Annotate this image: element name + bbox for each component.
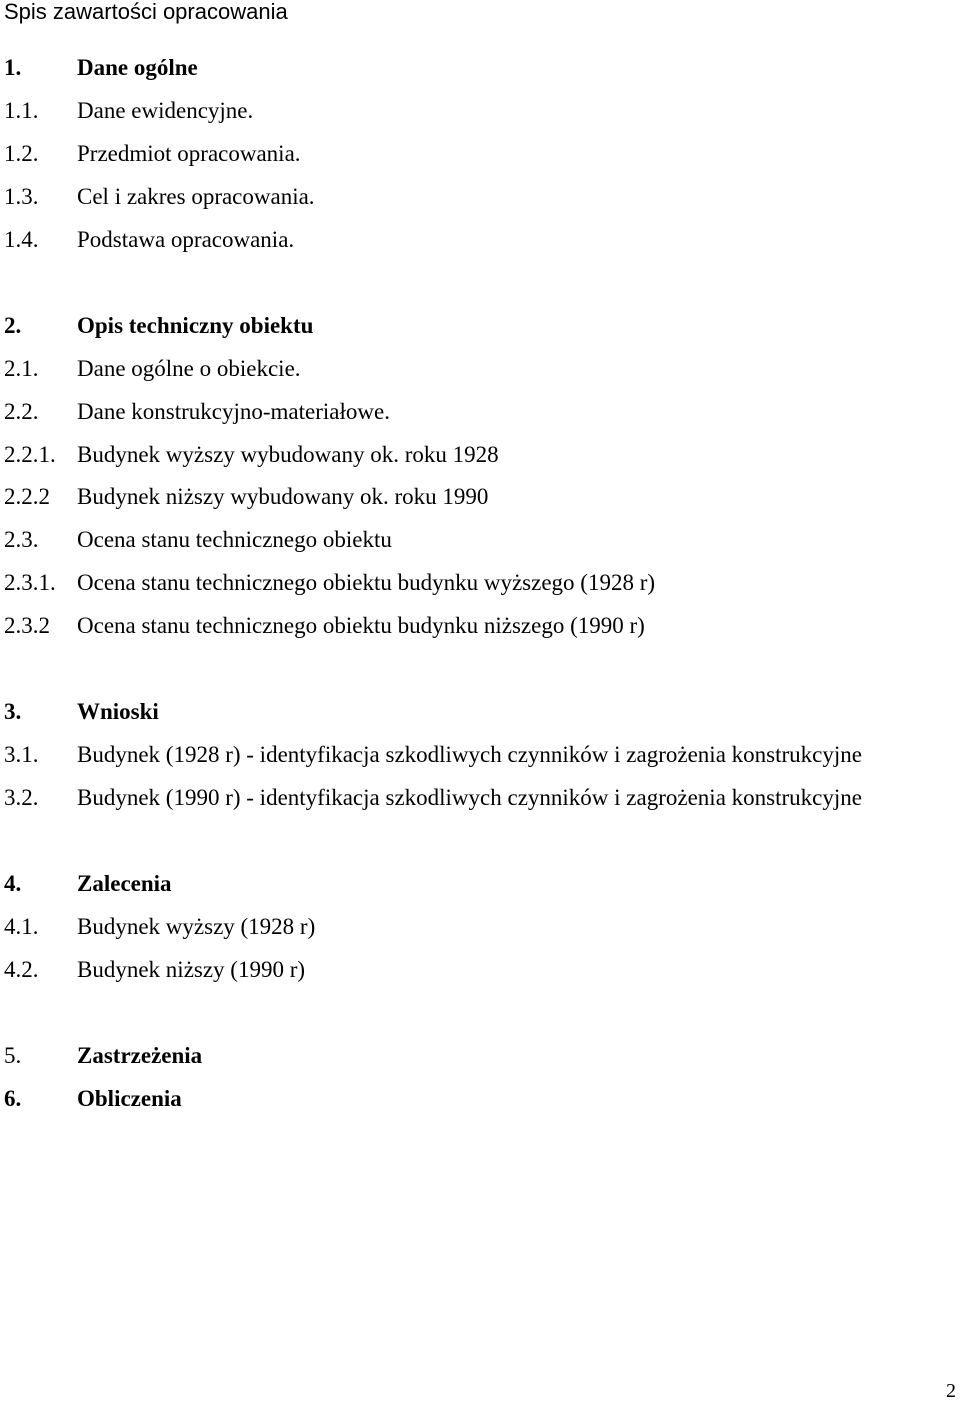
toc-number: 2.3.2: [4, 613, 50, 638]
toc-number: 4.1.: [4, 914, 39, 939]
toc-title: Dane ogólne: [77, 55, 198, 80]
toc-number: 2.3.1.: [4, 570, 56, 595]
toc-number: 2.: [4, 313, 22, 338]
toc-number: 6.: [4, 1086, 22, 1111]
toc-title: Dane ewidencyjne.: [77, 98, 254, 123]
toc-number: 1.1.: [4, 98, 39, 123]
toc-number: 1.: [4, 55, 22, 80]
page-number: 2: [946, 1380, 956, 1402]
toc-title: Budynek (1990 r) - identyfikacja szkodliwych czynników i zagrożenia konstrukcyjne: [77, 785, 862, 810]
toc-number: 3.1.: [4, 742, 39, 767]
toc-title: Opis techniczny obiektu: [77, 313, 314, 338]
toc-number: 2.2.1.: [4, 442, 56, 467]
toc-title: Budynek (1928 r) - identyfikacja szkodliwych czynników i zagrożenia konstrukcyjne: [77, 742, 862, 767]
toc-title: Dane konstrukcyjno-materiałowe.: [77, 399, 390, 424]
toc-number: 2.2.2: [4, 484, 50, 509]
toc-number: 1.2.: [4, 141, 39, 166]
toc-number: 1.4.: [4, 227, 39, 252]
toc-title: Ocena stanu technicznego obiektu: [77, 527, 392, 552]
toc-title: Budynek wyższy wybudowany ok. roku 1928: [77, 442, 499, 467]
toc-title: Podstawa opracowania.: [77, 227, 295, 252]
toc-title: Zalecenia: [77, 871, 172, 896]
toc-title: Wnioski: [77, 699, 159, 724]
toc-title: Ocena stanu technicznego obiektu budynku wyższego (1928 r): [77, 570, 656, 595]
toc-title: Dane ogólne o obiekcie.: [77, 356, 301, 381]
toc-number: 3.2.: [4, 785, 39, 810]
toc-number: 4.2.: [4, 957, 39, 982]
toc-number: 2.2.: [4, 399, 39, 424]
document-title: Spis zawartości opracowania: [4, 0, 288, 24]
toc-title: Budynek niższy wybudowany ok. roku 1990: [77, 484, 489, 509]
toc-number: 2.1.: [4, 356, 39, 381]
toc-title: Obliczenia: [77, 1086, 182, 1111]
toc-number: 4.: [4, 871, 22, 896]
toc-title: Cel i zakres opracowania.: [77, 184, 315, 209]
toc-number: 2.3.: [4, 527, 39, 552]
toc-title: Ocena stanu technicznego obiektu budynku niższego (1990 r): [77, 613, 645, 638]
toc-title: Budynek wyższy (1928 r): [77, 914, 316, 939]
toc-number: 3.: [4, 699, 22, 724]
toc-title: Zastrzeżenia: [77, 1043, 203, 1068]
toc-title: Przedmiot opracowania.: [77, 141, 301, 166]
toc-number: 1.3.: [4, 184, 39, 209]
toc-title: Budynek niższy (1990 r): [77, 957, 306, 982]
toc-number: 5.: [4, 1043, 22, 1068]
